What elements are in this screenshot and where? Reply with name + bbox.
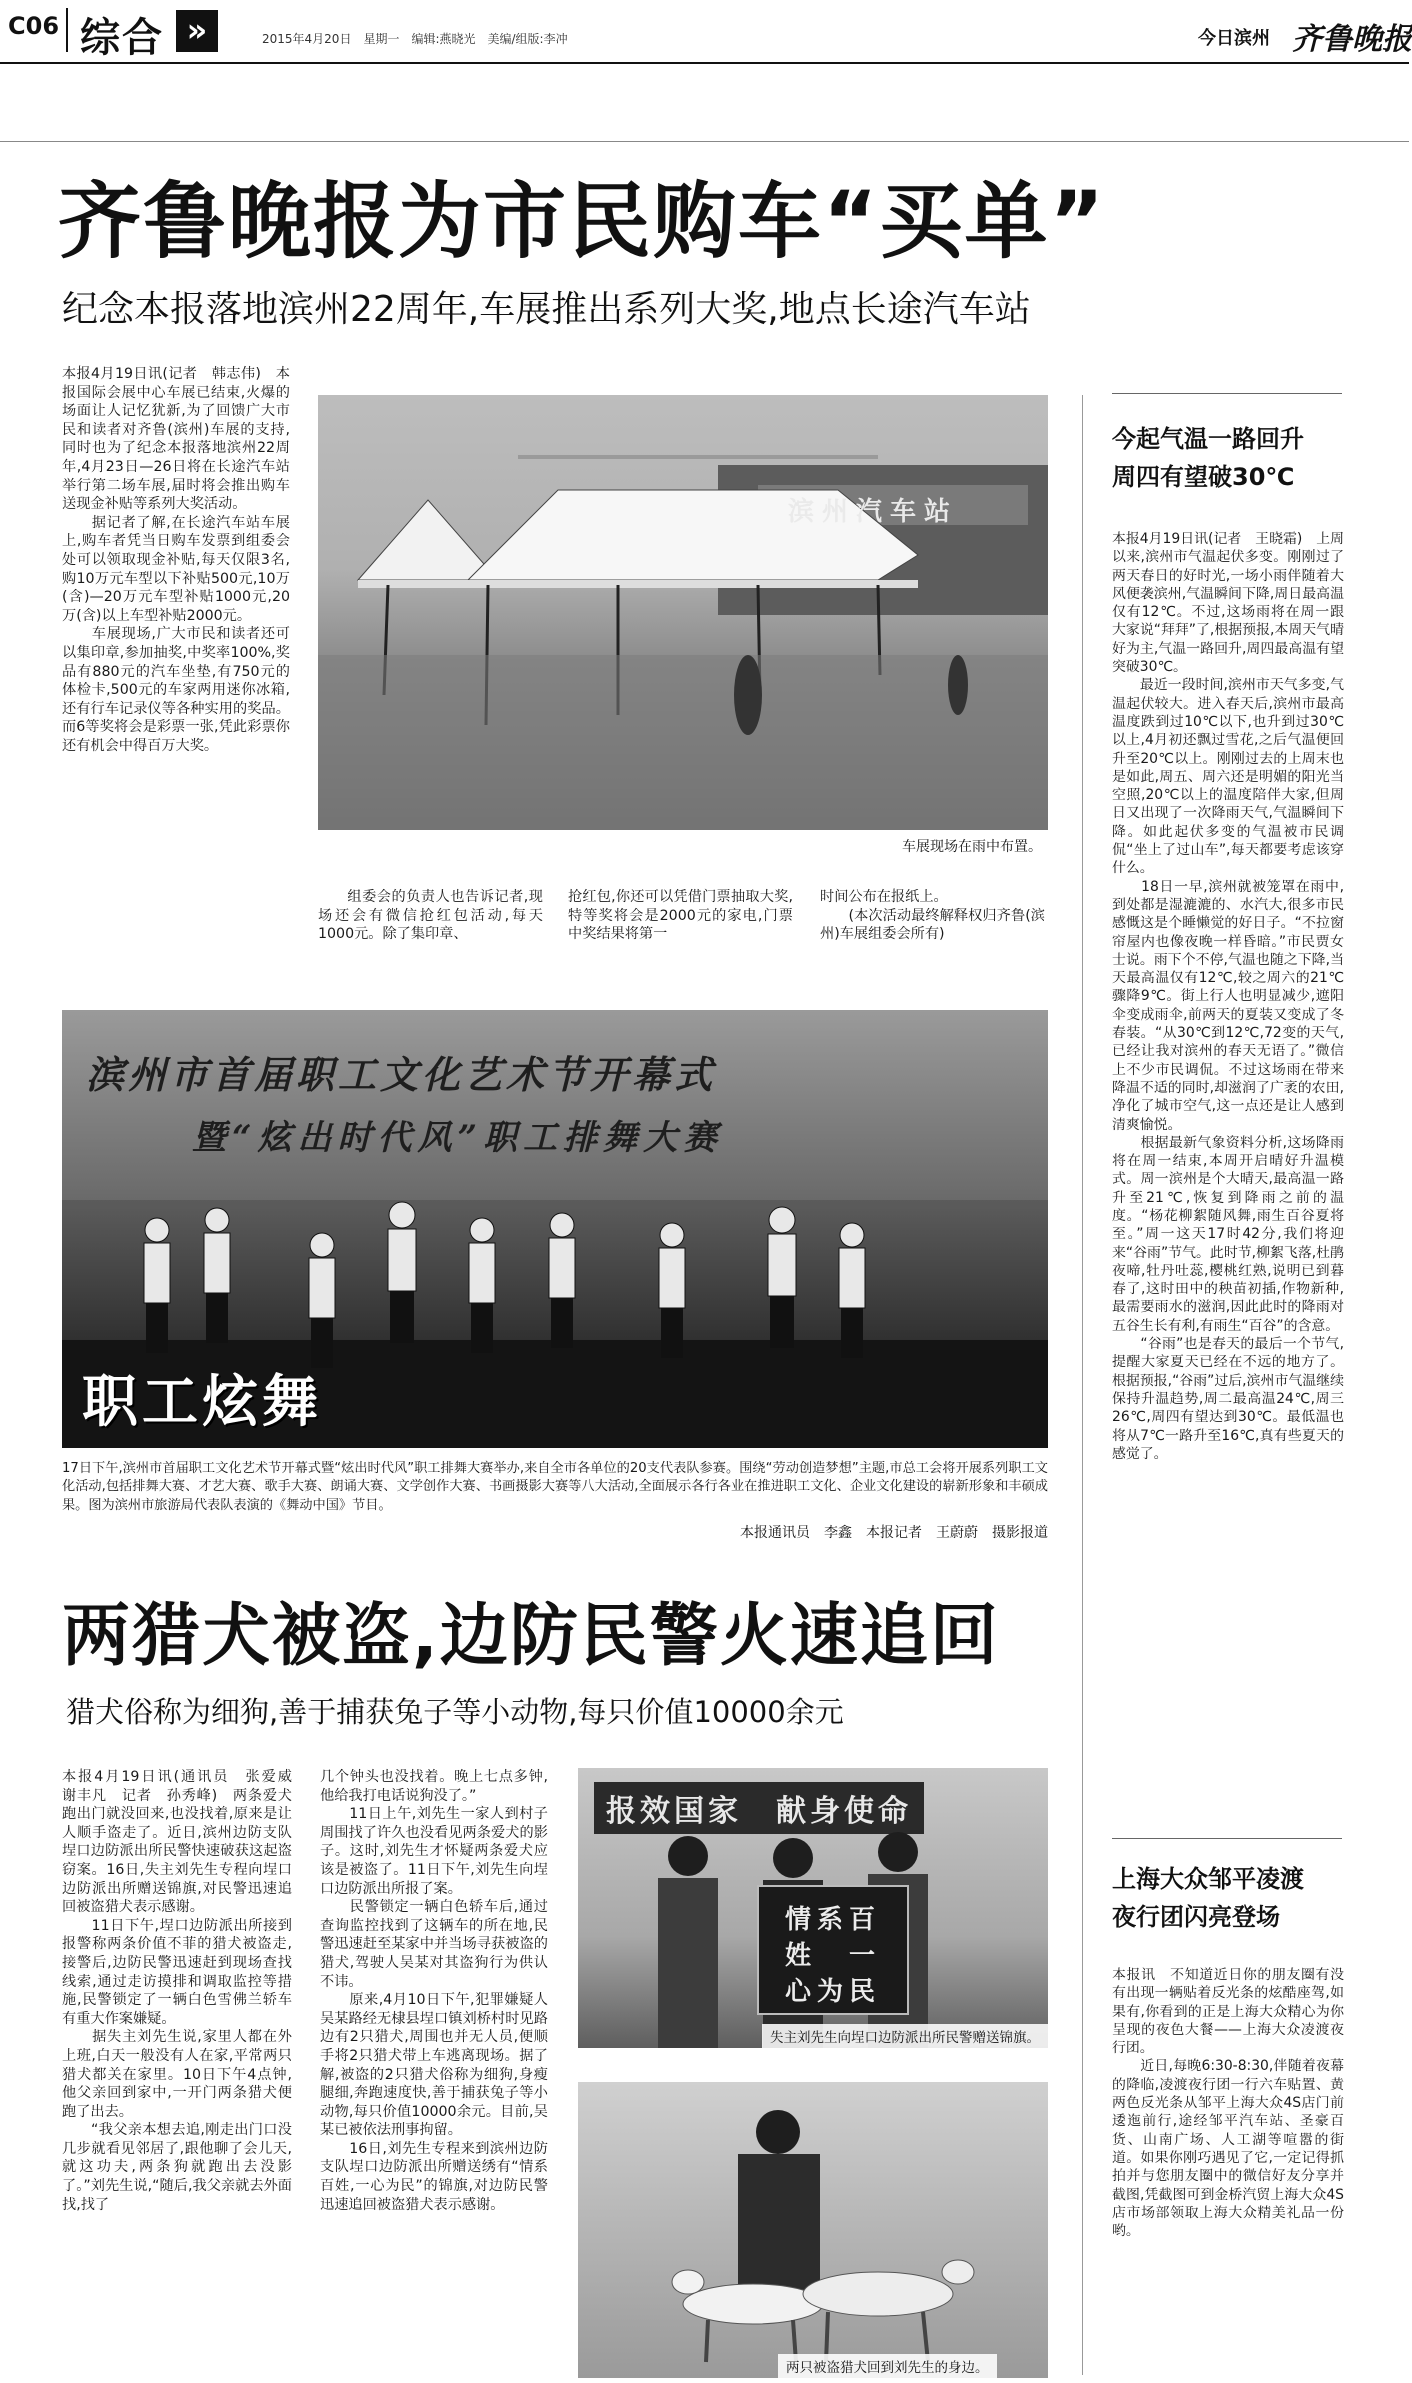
dogs-photo-caption: 两只被盗猎犬回到刘先生的身边。 [778, 2354, 997, 2378]
article2-headline: 两猎犬被盗,边防民警火速追回 [62, 1597, 1000, 1676]
pennant-text: 情系百姓 一心为民 [784, 1905, 881, 2007]
page-header [0, 0, 1412, 62]
dance-overlay-title: 职工炫舞 [82, 1370, 322, 1435]
chevron-right-icon: » [176, 10, 218, 52]
night-body: 本报讯 不知道近日你的朋友圈有没有出现一辆贴着反光条的炫酷座驾,如果有,你看到的正是上海大众精心为你呈现的夜色大餐——上海大众凌渡夜行团。 近日,每晚6:30-8:30,伴随着夜幕的降临,凌渡夜行团一行六车贴置、黄两色反光条从邹平上海大众4S店门前逶迤前行,途经邹平汽车站、圣豪百货、山南广场、人工湖等喧嚣的街道。如果你刚巧遇见了它,一定记得抓拍并与您朋友圈中的微信好友分享并截图,凭截图可到金桥汽贸上海大众4S店市场部领取上海大众精美礼品一份哟。 [1112, 1967, 1344, 2240]
dance-caption: 17日下午,滨州市首届职工文化艺术节开幕式暨“炫出时代风”职工排舞大赛举办,来自全市各单位的20支代表队参赛。围绕“劳动创造梦想”主题,市总工会将开展系列职工文化活动,包括排舞大赛、才艺大赛、歌手大赛、朗诵大赛、文学创作大赛、书画摄影大赛等八大活动,全面展示各行各业在推进职工文化、企业文化建设的崭新形象和丰硕成果。图为滨州市旅游局代表队表演的《舞动中国》节目。 [62, 1461, 1048, 1513]
sidebar-top-rule [1112, 393, 1342, 394]
column-name: 今日滨州 [1198, 28, 1270, 49]
dogs-scene [578, 2082, 1048, 2378]
banner-line2: 暨“炫出时代风”职工排舞大赛 [192, 1118, 724, 1158]
article1-col1: 本报4月19日讯(记者 韩志伟) 本报国际会展中心车展已结束,火爆的场面让人记忆犹新,为了回馈广大市民和读者对齐鲁(滨州)车展的支持,同时也为了纪念本报落地滨州22周年,4月23日—26日将在长途汽车站举行第二场车展,届时将会推出购车送现金补贴等系列大奖活动。 据记者了解,在长途汽车站车展上,购车者凭当日购车发票到组委会处可以领取现金补贴,每天仅限3名,购10万元车型以下补贴500元,10万(含)—20万元车型补贴1000元,20万(含)以上车型补贴2000元。 车展现场,广大市民和读者还可以集印章,参加抽奖,中奖率100%,奖品有880元的汽车坐垫,有750元的体检卡,500元的车家两用迷你冰箱,还有行车记录仪等各种实用的奖品。而6等奖将会是彩票一张,凭此彩票你还有机会中得百万大奖。 [62, 366, 290, 754]
banner-photo-caption: 失主刘先生向埕口边防派出所民警赠送锦旗。 [762, 2024, 1048, 2048]
column-separator [1082, 395, 1083, 2375]
newspaper-logo: 齐鲁晚报 [1292, 22, 1412, 57]
article2-subhead: 猎犬俗称为细狗,善于捕获兔子等小动物,每只价值10000余元 [66, 1695, 844, 1729]
dance-credit: 本报通讯员 李鑫 本报记者 王蔚蔚 摄影报道 [740, 1525, 1048, 1541]
night-title: 上海大众邹平凌渡 夜行团闪亮登场 [1112, 1865, 1304, 1931]
car-show-scene [318, 395, 1048, 830]
bus-station-sign: 滨州汽车站 [788, 497, 959, 527]
article1-col2: 组委会的负责人也告诉记者,现场还会有微信抢红包活动,每天1000元。除了集印章、 [318, 889, 543, 943]
article2-col1: 本报4月19日讯(通讯员 张爱威 谢丰凡 记者 孙秀峰) 两条爱犬跑出门就没回来,也没找着,原来是让人顺手盗走了。近日,滨州边防支队埕口边防派出所民警快速破获这起盗窃案。16日,失主刘先生专程向埕口边防派出所赠送锦旗,对民警迅速追回被盗猎犬表示感谢。 11日下午,埕口边防派出所接到报警称两条价值不菲的猎犬被盗走,接警后,边防民警迅速赶到现场查找线索,通过走访摸排和调取监控等措施,民警锁定了一辆白色雪佛兰轿车有重大作案嫌疑。 据失主刘先生说,家里人都在外上班,白天一般没有人在家,平常两只猎犬都关在家里。10日下午4点钟,他父亲回到家中,一开门两条猎犬便跑了出去。 “我父亲本想去追,刚走出门口没几步就看见邻居了,跟他聊了会儿天,就这功夫,两条狗就跑出去没影了。”刘先生说,“随后,我父亲就去外面找,找了 [62, 1769, 292, 2213]
banner-line1: 滨州市首届职工文化艺术节开幕式 [86, 1052, 717, 1097]
article1-subhead: 纪念本报落地滨州22周年,车展推出系列大奖,地点长途汽车站 [62, 289, 1031, 330]
article1-headline: 齐鲁晚报为市民购车“买单” [58, 173, 1107, 270]
article1-col4: 时间公布在报纸上。 (本次活动最终解释权归齐鲁(滨州)车展组委会所有) [820, 889, 1045, 943]
header-rule [0, 62, 1409, 64]
header-rule-thin [0, 141, 1409, 142]
sidebar-mid-rule [1112, 1838, 1342, 1839]
weather-title: 今起气温一路回升 周四有望破30℃ [1112, 425, 1304, 491]
car-show-caption: 车展现场在雨中布置。 [896, 836, 1048, 856]
article1-col3: 抢红包,你还可以凭借门票抽取大奖,特等奖将会是2000元的家电,门票中奖结果将第一 [568, 889, 793, 943]
dance-photo [62, 1010, 1048, 1448]
page-number: C06 [8, 12, 60, 40]
dogs-photo [578, 2082, 1048, 2378]
issue-meta: 2015年4月20日 星期一 编辑:燕晓光 美编/组版:李冲 [262, 32, 568, 46]
section-name: 综合 [80, 15, 164, 61]
header-divider [66, 8, 68, 52]
article2-col2: 几个钟头也没找着。晚上七点多钟,他给我打电话说狗没了。” 11日上午,刘先生一家人到村子周围找了许久也没看见两条爱犬的影子。这时,刘先生才怀疑两条爱犬应该是被盗了。11日下午,刘先生向埕口边防派出所报了案。 民警锁定一辆白色轿车后,通过查询监控找到了这辆车的所在地,民警迅速赶至某家中并当场寻获被盗的猎犬,驾驶人吴某对其盗狗行为供认不讳。 原来,4月10日下午,犯罪嫌疑人吴某路经无棣县埕口镇刘桥村时见路边有2只猎犬,周围也并无人员,便顺手将2只猎犬带上车逃离现场。据了解,被盗的2只猎犬俗称为细狗,身瘦腿细,奔跑速度快,善于捕获兔子等小动物,每只价值10000余元。目前,吴某已被依法刑事拘留。 16日,刘先生专程来到滨州边防支队埕口边防派出所赠送绣有“情系百姓,一心为民”的锦旗,对边防民警迅速追回被盗猎犬表示感谢。 [320, 1769, 548, 2213]
wall-slogan: 报效国家 献身使命 [594, 1782, 924, 1834]
car-show-photo [318, 395, 1048, 855]
weather-body: 本报4月19日讯(记者 王晓霜) 上周以来,滨州市气温起伏多变。刚刚过了两天春日的好时光,一场小雨伴随着大风便袭滨州,气温瞬间下降,周日最高温仅有12℃。不过,这场雨将在周一跟大家说“拜拜”了,根据预报,本周天气晴好为主,气温一路回升,周四最高温有望突破30℃。 最近一段时间,滨州市天气多变,气温起伏较大。进入春天后,滨州市最高温度跌到过10℃以下,也升到过30℃以上,4月初还飘过雪花,之后气温便回升至20℃以上。刚刚过去的上周末也是如此,周五、周六还是明媚的阳光当空照,20℃以上的温度陪伴大家,但周日又出现了一次降雨天气,气温瞬间下降。如此起伏多变的气温被市民调侃“坐上了过山车”,每天都要考虑该穿什么。 18日一早,滨州就被笼罩在雨中,到处都是湿漉漉的、水汽大,很多市民感慨这是个睡懒觉的好日子。“不拉窗帘屋内也像夜晚一样昏暗。”市民贾女士说。雨下个不停,气温也随之下降,当天最高温仅有12℃,较之周六的21℃骤降9℃。街上行人也明显减少,遮阳伞变成雨伞,前两天的夏装又变成了冬春装。“从30℃到12℃,72变的天气,已经让我对滨州的春天无语了。”微信上不少市民调侃。不过这场雨在带来降温不适的同时,却滋润了广袤的农田,净化了城市空气,这一点还是让人感到清爽愉悦。 根据最新气象资料分析,这场降雨将在周一结束,本周开启晴好升温模式。周一滨州是个大晴天,最高温一路升至21℃,恢复到降雨之前的温度。“杨花柳絮随风舞,雨生百谷夏将至。”周一这天17时42分,我们将迎来“谷雨”节气。此时节,柳絮飞落,杜鹃夜啼,牡丹吐蕊,樱桃红熟,说明已到暮春了,这时田中的秧苗初插,作物新种,最需要雨水的滋润,因此此时的降雨对五谷生长有利,有雨生“百谷”的含意。 “谷雨”也是春天的最后一个节气,提醒大家夏天已经在不远的地方了。根据预报,“谷雨”过后,滨州市气温继续保持升温趋势,周二最高温24℃,周三26℃,周四有望达到30℃。最低温也将从7℃一路升至16℃,真有些夏天的感觉了。 [1112, 531, 1344, 1462]
banner-presentation-photo [578, 1768, 1048, 2048]
